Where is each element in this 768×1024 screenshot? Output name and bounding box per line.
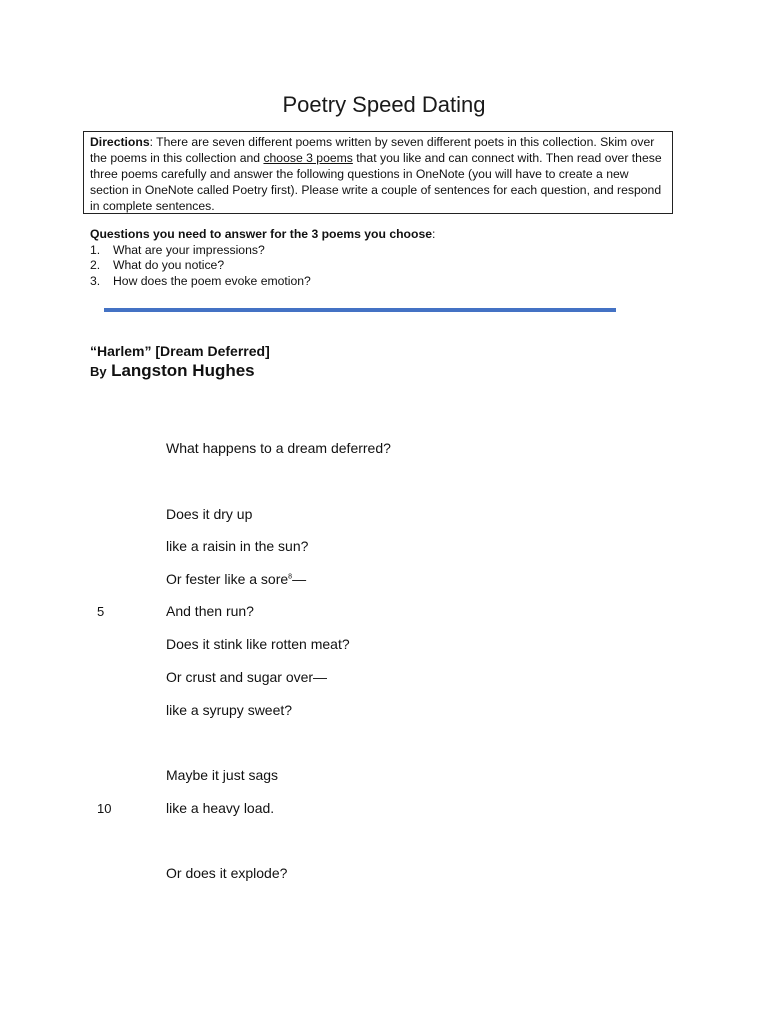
- list-item-text: What do you notice?: [113, 258, 225, 272]
- questions-list: [90, 243, 435, 290]
- directions-text-2: that you like and can connect with. Then read over these three poems carefully and answer the following questions in OneNote (you will have to create a new section in OneNote called Poetry first). Please write a couple of sentences for each question, and respond in complete sentences.: [90, 151, 662, 213]
- list-item-number: 2.: [90, 258, 101, 272]
- poem-title: “Harlem” [Dream Deferred]: [90, 343, 270, 359]
- questions-heading-row: [90, 227, 435, 243]
- line-number: 5: [97, 604, 105, 619]
- directions-box: [83, 131, 673, 214]
- list-item-number: 1.: [90, 242, 101, 257]
- poem-line: like a syrupy sweet?: [166, 702, 293, 718]
- list-item-number: 3.: [90, 273, 101, 288]
- poem-line: Or crust and sugar over—: [166, 669, 328, 685]
- directions-label: Directions: [90, 135, 150, 149]
- directions-text-1: : There are seven different poems written by seven different poets in this collection. Skim over the poems in this collection and: [90, 135, 655, 165]
- poem-author: [90, 361, 255, 381]
- poem-line: Does it dry up: [166, 506, 253, 522]
- poem-line-dash: —: [292, 571, 307, 587]
- list-item-text: What are your impressions?: [113, 242, 265, 257]
- poem-author-name: Langston Hughes: [111, 361, 255, 380]
- poem-line: Maybe it just sags: [166, 767, 279, 783]
- line-number: 10: [97, 801, 112, 816]
- poem-line: like a heavy load.: [166, 800, 275, 816]
- questions-section: [90, 227, 435, 289]
- footnote-marker: 8: [288, 573, 293, 581]
- poem-line: like a raisin in the sun?: [166, 538, 309, 554]
- poem-line: What happens to a dream deferred?: [166, 440, 391, 456]
- poem-line: [166, 571, 306, 587]
- list-item-text: How does the poem evoke emotion?: [113, 273, 311, 288]
- list-item: [90, 258, 435, 274]
- poem-line: And then run?: [166, 603, 254, 619]
- poem-line-text: Or fester like a sore: [166, 571, 289, 587]
- poem-line: Or does it explode?: [166, 865, 288, 881]
- poem-line: Does it stink like rotten meat?: [166, 636, 350, 652]
- directions-underlined: choose 3 poems: [263, 151, 353, 165]
- page-title: Poetry Speed Dating: [282, 92, 486, 117]
- list-item: [90, 243, 435, 259]
- list-item: [90, 274, 435, 290]
- questions-colon: :: [432, 227, 436, 241]
- poem-author-by: By: [90, 364, 107, 379]
- questions-heading: Questions you need to answer for the 3 poems you choose: [90, 227, 432, 241]
- section-divider: [104, 308, 616, 312]
